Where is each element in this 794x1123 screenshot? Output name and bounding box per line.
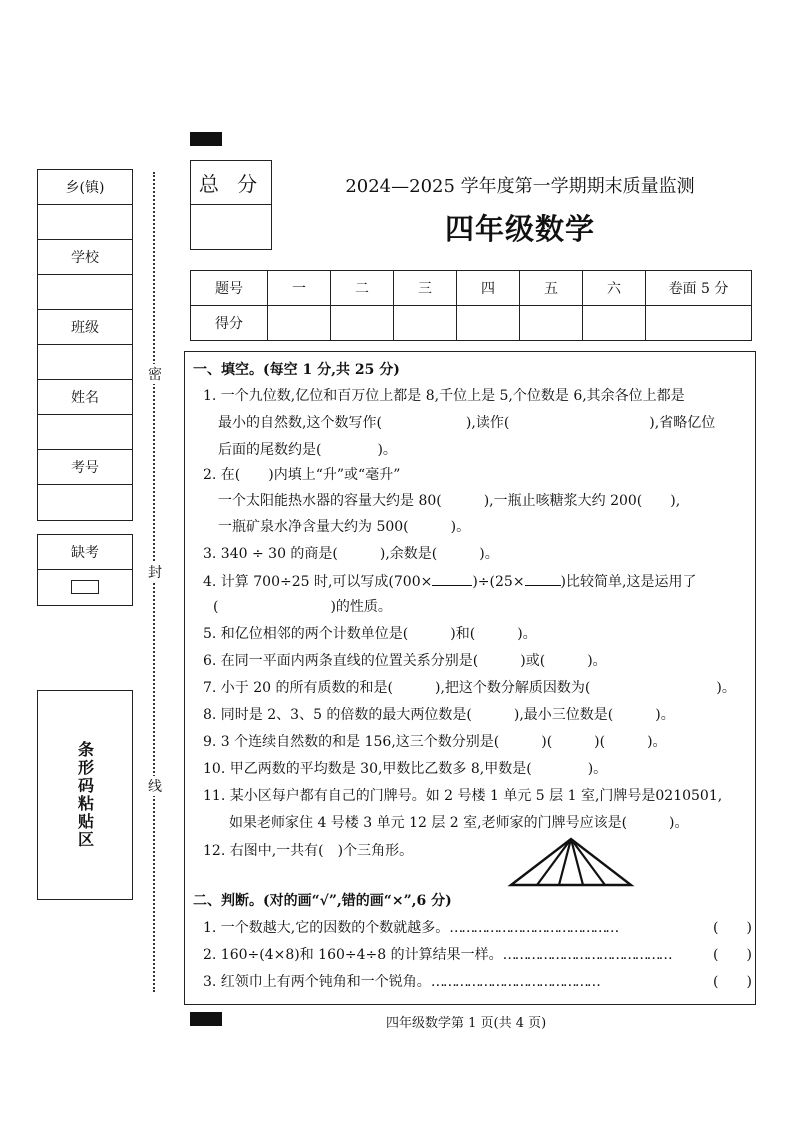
alignment-marker-top [190, 132, 222, 146]
q4-blank2[interactable] [525, 571, 561, 586]
total-score-label: 总 分 [191, 161, 271, 205]
seal-char-feng: 封 [148, 562, 162, 582]
score-input-cell[interactable] [268, 306, 331, 341]
absent-box [37, 534, 133, 606]
field-town-input[interactable] [38, 205, 132, 240]
q6: 6. 在同一平面内两条直线的位置关系分别是( )或( )。 [203, 653, 607, 669]
q1-line2: 最小的自然数,这个数写作( ),读作( ),省略亿位 [218, 415, 716, 431]
seal-char-xian: 线 [148, 776, 162, 796]
score-table [190, 270, 752, 341]
q1-line1: 1. 一个九位数,亿位和百万位上都是 8,千位上是 5,个位数是 6,其余各位上都是 [203, 388, 685, 404]
score-table-cell: 三 [394, 271, 457, 306]
q2-line3: 一瓶矿泉水净含量大约为 500( )。 [218, 519, 471, 535]
judge-answer-1[interactable]: ( ) [713, 920, 752, 936]
barcode-area [37, 690, 133, 900]
exam-title: 2024—2025 学年度第一学期期末质量监测 [345, 176, 695, 197]
score-input-cell[interactable] [520, 306, 583, 341]
judge-item-3 [203, 972, 599, 992]
field-class-input[interactable] [38, 345, 132, 380]
q2-line1: 2. 在( )内填上“升”或“毫升” [203, 467, 401, 483]
judge-item-text: 2. 160÷(4×8)和 160÷4÷8 的计算结果一样。 [203, 947, 503, 963]
judge-answer-2[interactable]: ( ) [713, 947, 752, 963]
exam-subject: 四年级数学 [444, 212, 595, 246]
judge-item-1 [203, 918, 617, 938]
triangle-figure [507, 835, 635, 889]
section1-heading: 一、填空。(每空 1 分,共 25 分) [193, 362, 400, 378]
absent-checkbox[interactable] [71, 580, 99, 594]
field-id-input[interactable] [38, 485, 132, 522]
leader-dots: …………………………………… [502, 947, 671, 963]
q10: 10. 甲乙两数的平均数是 30,甲数比乙数多 8,甲数是( )。 [203, 761, 608, 777]
score-input-cell[interactable] [646, 306, 752, 341]
field-school-label: 学校 [38, 240, 132, 275]
student-info-box [37, 169, 133, 521]
absent-checkbox-cell [38, 570, 132, 604]
field-name-input[interactable] [38, 415, 132, 450]
score-table-cell: 题号 [191, 271, 268, 306]
score-input-cell[interactable] [394, 306, 457, 341]
score-table-cell: 卷面 5 分 [646, 271, 752, 306]
leader-dots: …………………………………… [449, 920, 618, 936]
score-table-cell: 六 [583, 271, 646, 306]
field-class-label: 班级 [38, 310, 132, 345]
score-input-cell[interactable] [457, 306, 520, 341]
q4-part1: 4. 计算 700÷25 时,可以写成(700× [203, 574, 433, 590]
judge-item-text: 1. 一个数越大,它的因数的个数就越多。 [203, 920, 450, 936]
total-score-box [190, 160, 272, 250]
score-table-cell: 一 [268, 271, 331, 306]
q4-part3: )比较简单,这是运用了 [560, 574, 697, 590]
q11-line2: 如果老师家住 4 号楼 3 单元 12 层 2 室,老师家的门牌号应该是( )。 [229, 815, 689, 831]
alignment-marker-bottom [190, 1012, 222, 1026]
field-name-label: 姓名 [38, 380, 132, 415]
question-area [184, 351, 756, 1005]
page-footer: 四年级数学第 1 页(共 4 页) [386, 1016, 547, 1031]
q2-line2: 一个太阳能热水器的容量大约是 80( ),一瓶止咳糖浆大约 200( ), [218, 493, 681, 509]
score-table-score-row [191, 306, 752, 341]
seal-dotted-line [153, 172, 155, 992]
q4-blank1[interactable] [432, 571, 472, 586]
field-town-label: 乡(镇) [38, 170, 132, 205]
score-table-header-row [191, 271, 752, 306]
total-score-input[interactable] [191, 205, 271, 249]
q1-line3: 后面的尾数约是( )。 [218, 442, 397, 458]
score-row-label: 得分 [191, 306, 268, 341]
score-table-cell: 二 [331, 271, 394, 306]
seal-char-mi: 密 [148, 364, 162, 384]
judge-item-2 [203, 945, 671, 965]
leader-dots: …………………………………… [430, 974, 599, 990]
q4-part2: )÷(25× [472, 574, 525, 590]
score-table-cell: 四 [457, 271, 520, 306]
judge-answer-3[interactable]: ( ) [713, 974, 752, 990]
q5: 5. 和亿位相邻的两个计数单位是( )和( )。 [203, 626, 537, 642]
judge-item-text: 3. 红领巾上有两个钝角和一个锐角。 [203, 974, 431, 990]
section2-heading: 二、判断。(对的画“√”,错的画“×”,6 分) [193, 893, 452, 909]
q4-line1 [203, 571, 696, 592]
q7: 7. 小于 20 的所有质数的和是( ),把这个数分解质因数为( )。 [203, 680, 736, 696]
score-input-cell[interactable] [583, 306, 646, 341]
q4-line2: ( )的性质。 [213, 599, 392, 615]
field-id-label: 考号 [38, 450, 132, 485]
q8: 8. 同时是 2、3、5 的倍数的最大两位数是( ),最小三位数是( )。 [203, 707, 675, 723]
q3: 3. 340 ÷ 30 的商是( ),余数是( )。 [203, 546, 499, 562]
field-school-input[interactable] [38, 275, 132, 310]
q12: 12. 右图中,一共有( )个三角形。 [203, 843, 414, 859]
score-table-cell: 五 [520, 271, 583, 306]
absent-label: 缺考 [38, 535, 132, 570]
barcode-label: 条形码粘贴区 [75, 741, 95, 849]
score-input-cell[interactable] [331, 306, 394, 341]
q9: 9. 3 个连续自然数的和是 156,这三个数分别是( )( )( )。 [203, 734, 667, 750]
q11-line1: 11. 某小区每户都有自己的门牌号。如 2 号楼 1 单元 5 层 1 室,门牌号是0210501, [203, 788, 723, 804]
